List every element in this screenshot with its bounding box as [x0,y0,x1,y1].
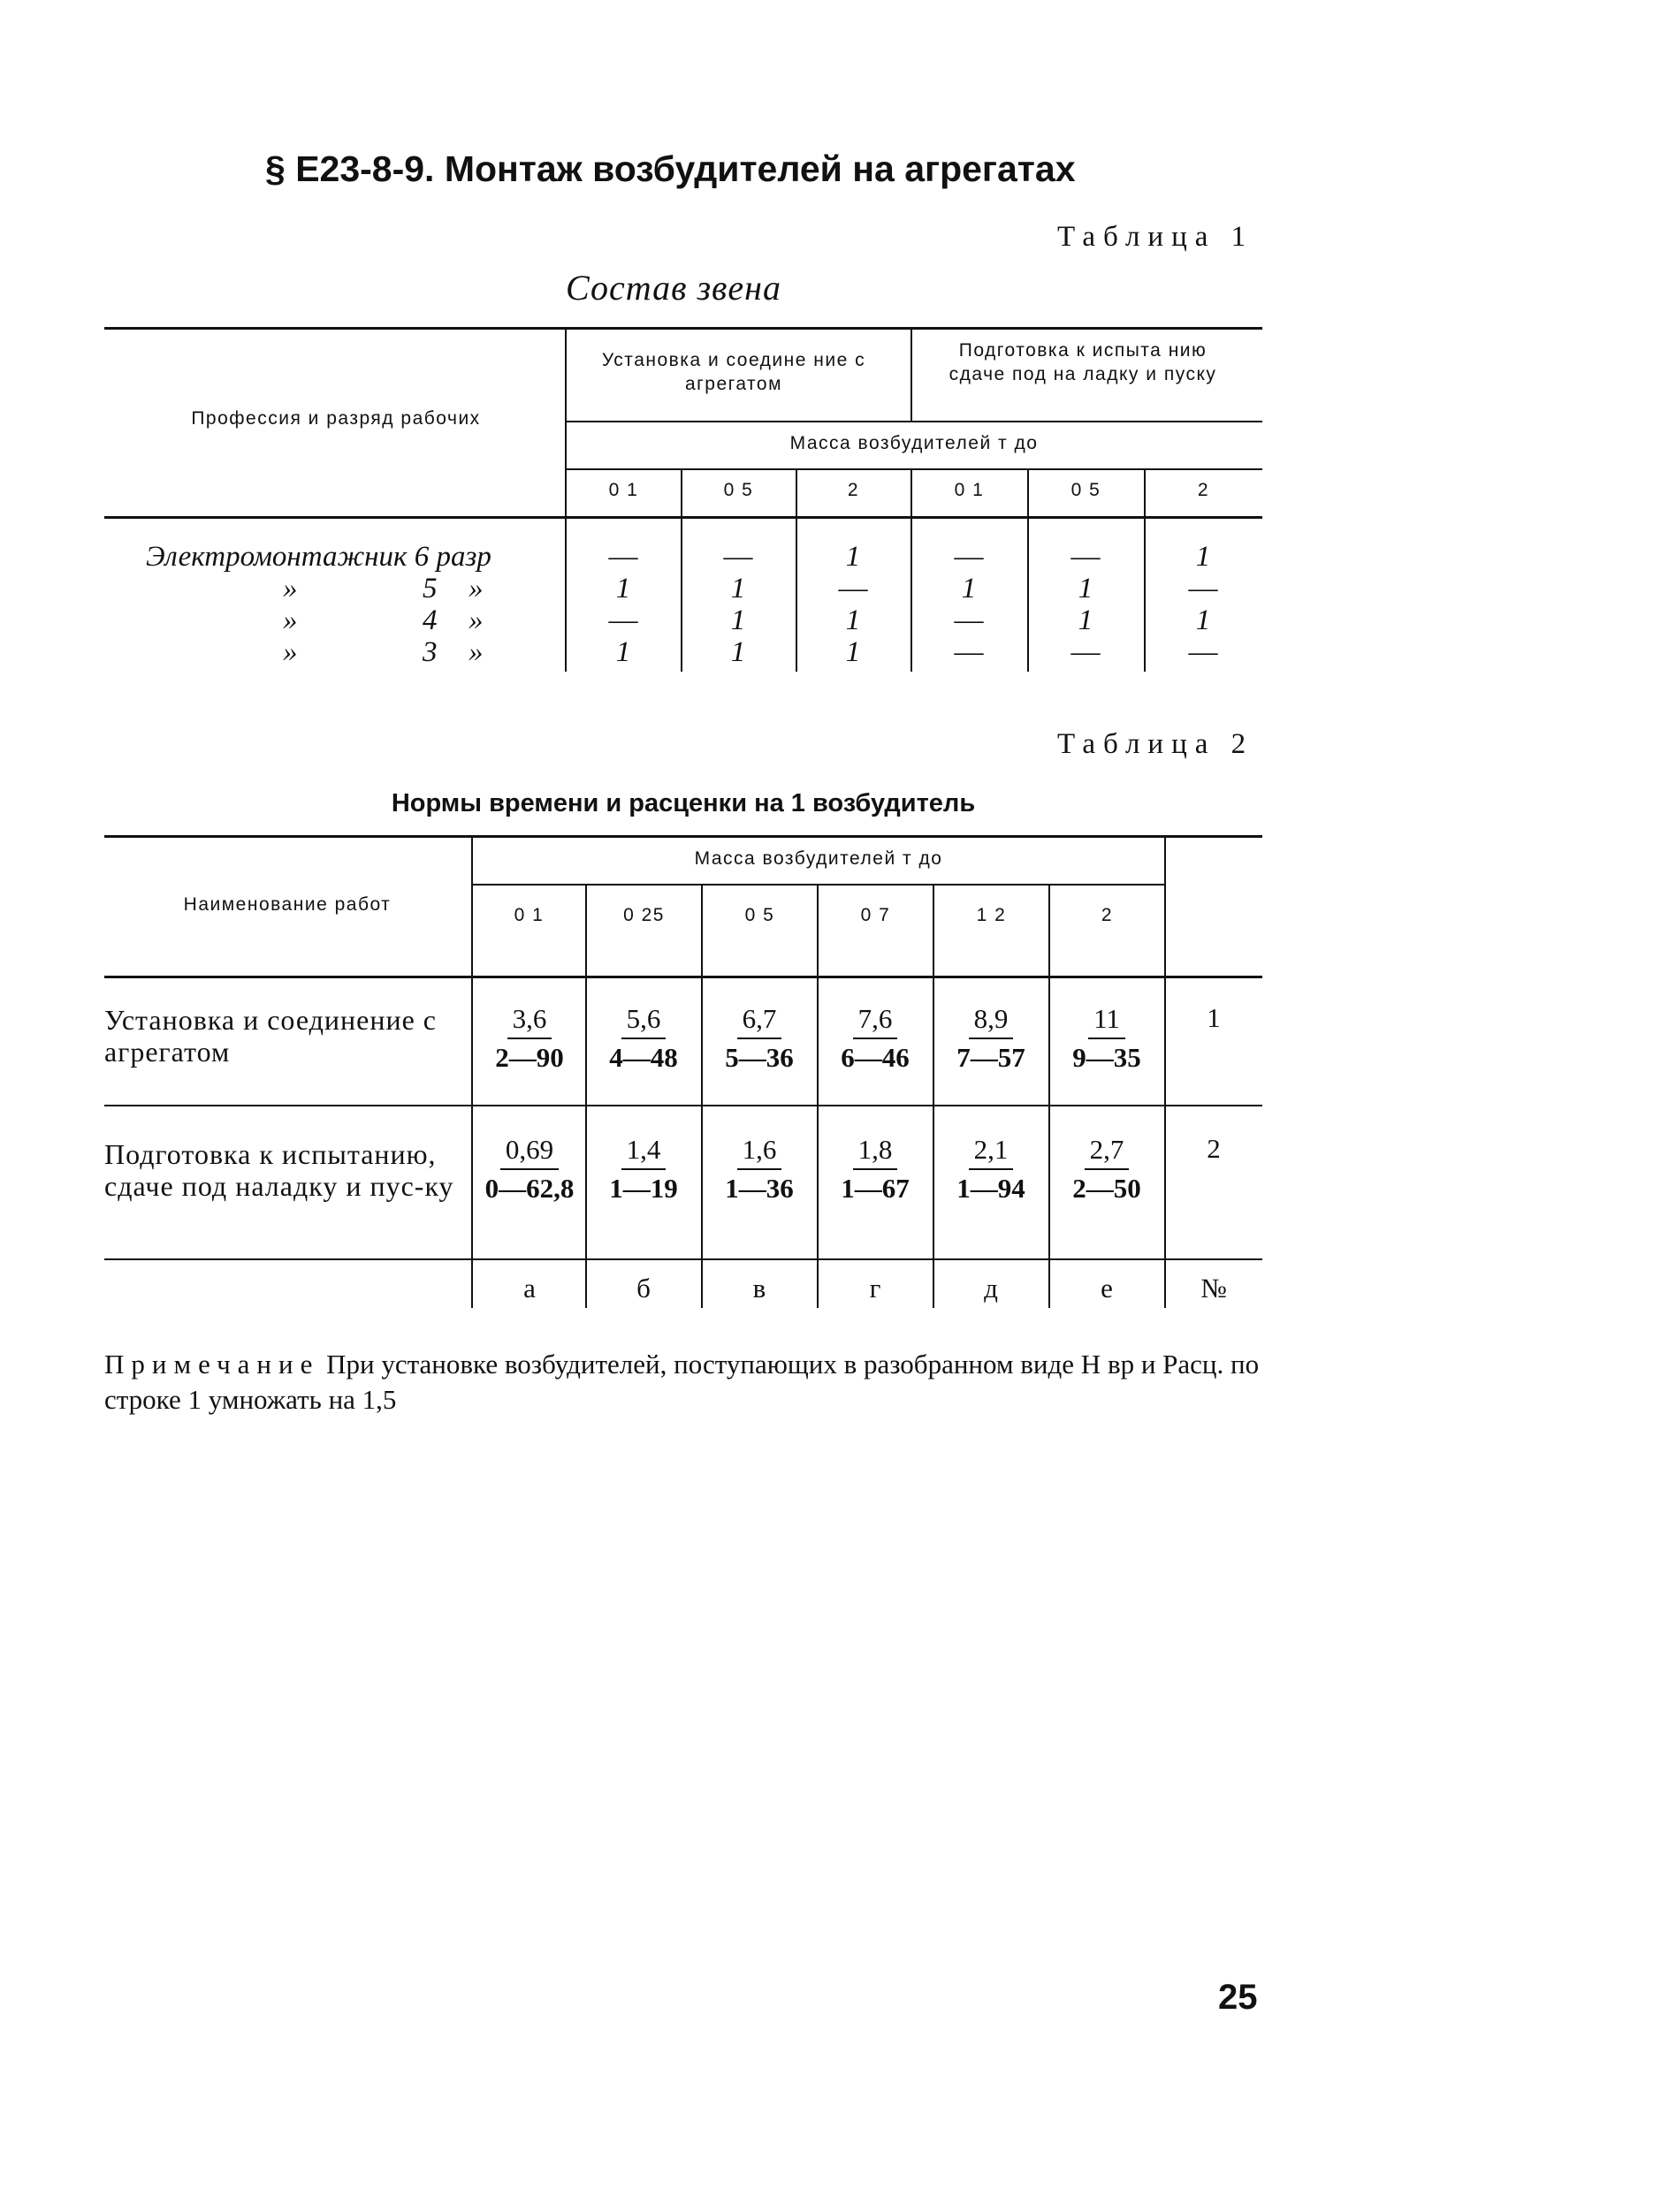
rate: 2—50 [1072,1173,1141,1204]
table1-profession: Электромонтажник 6 разр [146,541,491,573]
table2-col-letter: б [636,1273,651,1304]
table1-mass-col: 0 1 [608,480,639,500]
table1-mass-col: 2 [847,480,860,500]
table1-cell: — [1188,636,1218,668]
rate: 2—90 [495,1042,564,1073]
table2-work-name: Подготовка к испытанию, сдаче под наладку и пус-ку [104,1138,454,1202]
rate: 4—48 [609,1042,678,1073]
table2-mass-col: 1 2 [976,905,1007,925]
table1-profession: » [283,573,298,604]
table1-mass-header: Масса возбудителей т до [789,433,1039,453]
table1-cell: — [838,573,868,604]
table1-cell: 1 [845,636,861,668]
norm-time: 2,7 [1085,1131,1130,1170]
norm-time: 2,1 [969,1131,1014,1170]
table1-cell: — [608,604,638,636]
table1-cell: — [1071,636,1101,668]
table2-mass-col: 0 1 [514,905,545,925]
table2-value-cell [1050,1000,1163,1076]
rate: 7—57 [956,1042,1025,1073]
table1-cell: 1 [730,573,746,604]
table1-cell: 1 [1078,573,1093,604]
table2-row-header: Наименование работ [183,894,392,915]
table2-col-letter: е [1101,1273,1113,1304]
table1-profession: » [469,636,484,668]
table2-row-number: 1 [1207,1002,1221,1033]
table2-value-cell [819,1000,932,1076]
table1-mass-col: 0 1 [954,480,985,500]
norm-time: 0,69 [500,1131,559,1170]
table2-row-number: 2 [1207,1133,1221,1164]
rate: 1—36 [725,1173,794,1204]
table2-col-letter: д [984,1273,998,1304]
rate: 1—67 [841,1173,910,1204]
table1-mass-col: 0 5 [723,480,754,500]
table2-value-cell [934,1000,1048,1076]
table2-value-cell [819,1131,932,1207]
note-text: При установке возбудителей, поступающих в разобранном виде Н вр и Расц. по строке 1 умножать на 1,5 [104,1349,1260,1415]
table1-mass-col: 2 [1197,480,1210,500]
table2-mass-header: Масса возбудителей т до [694,848,943,869]
table1-group2-header: Подготовка к испыта нию сдаче под на ладку и пуску [949,340,1217,384]
table1-cell: 1 [1078,604,1093,636]
table2-mass-col: 2 [1101,905,1114,925]
table1-group1-header: Установка и соедине ние с агрегатом [601,350,866,394]
table1-cell: — [608,541,638,573]
table1-cell: — [954,541,984,573]
table1-mass-col: 0 5 [1071,480,1101,500]
table2-no-label: № [1200,1273,1227,1304]
table1-cell: 1 [845,604,861,636]
table1-cell: 1 [1195,604,1211,636]
table2-mass-col: 0 7 [860,905,891,925]
table2-value-cell [703,1131,816,1207]
rate: 1—94 [956,1173,1025,1204]
table1-cell: 1 [1195,541,1211,573]
rate: 6—46 [841,1042,910,1073]
norm-time: 8,9 [969,1000,1014,1039]
table2-col-letter: в [752,1273,766,1304]
table1-cell: — [1188,573,1218,604]
table1-caption: Состав звена [566,268,782,308]
norm-time: 3,6 [507,1000,552,1039]
table2-value-cell [587,1000,700,1076]
table2-work-name: Установка и соединение с агрегатом [104,1004,437,1068]
table2-value-cell [587,1131,700,1207]
norm-time: 1,8 [853,1131,898,1170]
note-label: Примечание [104,1349,320,1380]
table2-mass-col: 0 5 [744,905,775,925]
table2-caption: Нормы времени и расценки на 1 возбудитель [391,789,976,817]
table1-cell: 1 [615,636,631,668]
table1-row-header: Профессия и разряд рабочих [191,408,481,429]
table1-cell: 1 [615,573,631,604]
table2-label: Таблица 2 [1057,728,1254,760]
table1-profession-rank: 3 [423,636,438,668]
table1-cell: 1 [961,573,977,604]
table1-cell: — [954,636,984,668]
table2-value-cell [473,1131,586,1207]
norm-time: 7,6 [853,1000,898,1039]
table1-profession: » [283,636,298,668]
table1-profession: » [469,573,484,604]
rate: 1—19 [609,1173,678,1204]
table1-cell: — [723,541,753,573]
norm-time: 1,6 [737,1131,782,1170]
table2-value-cell [703,1000,816,1076]
table1-cell: 1 [730,636,746,668]
table1-profession: » [283,604,298,636]
rate: 5—36 [725,1042,794,1073]
note [104,1347,1262,1418]
table2-col-letter: г [869,1273,881,1304]
table2-value-cell [473,1000,586,1076]
page-number: 25 [1218,1978,1258,2017]
rate: 9—35 [1072,1042,1141,1073]
norm-time: 6,7 [737,1000,782,1039]
section-title: § Е23-8-9. Монтаж возбудителей на агрегатах [265,148,1076,189]
norm-time: 1,4 [621,1131,667,1170]
table2-col-letter: а [523,1273,536,1304]
table1-profession: » [469,604,484,636]
table2-value-cell [1050,1131,1163,1207]
norm-time: 11 [1088,1000,1125,1039]
norm-time: 5,6 [621,1000,667,1039]
table2-value-cell [934,1131,1048,1207]
table1-label: Таблица 1 [1057,221,1254,253]
table1-cell: — [1071,541,1101,573]
table1-cell: 1 [730,604,746,636]
rate: 0—62,8 [484,1173,575,1204]
table1-cell: 1 [845,541,861,573]
table1-profession-rank: 4 [423,604,438,636]
table2-mass-col: 0 25 [623,905,665,925]
table1-cell: — [954,604,984,636]
table1-profession-rank: 5 [423,573,438,604]
